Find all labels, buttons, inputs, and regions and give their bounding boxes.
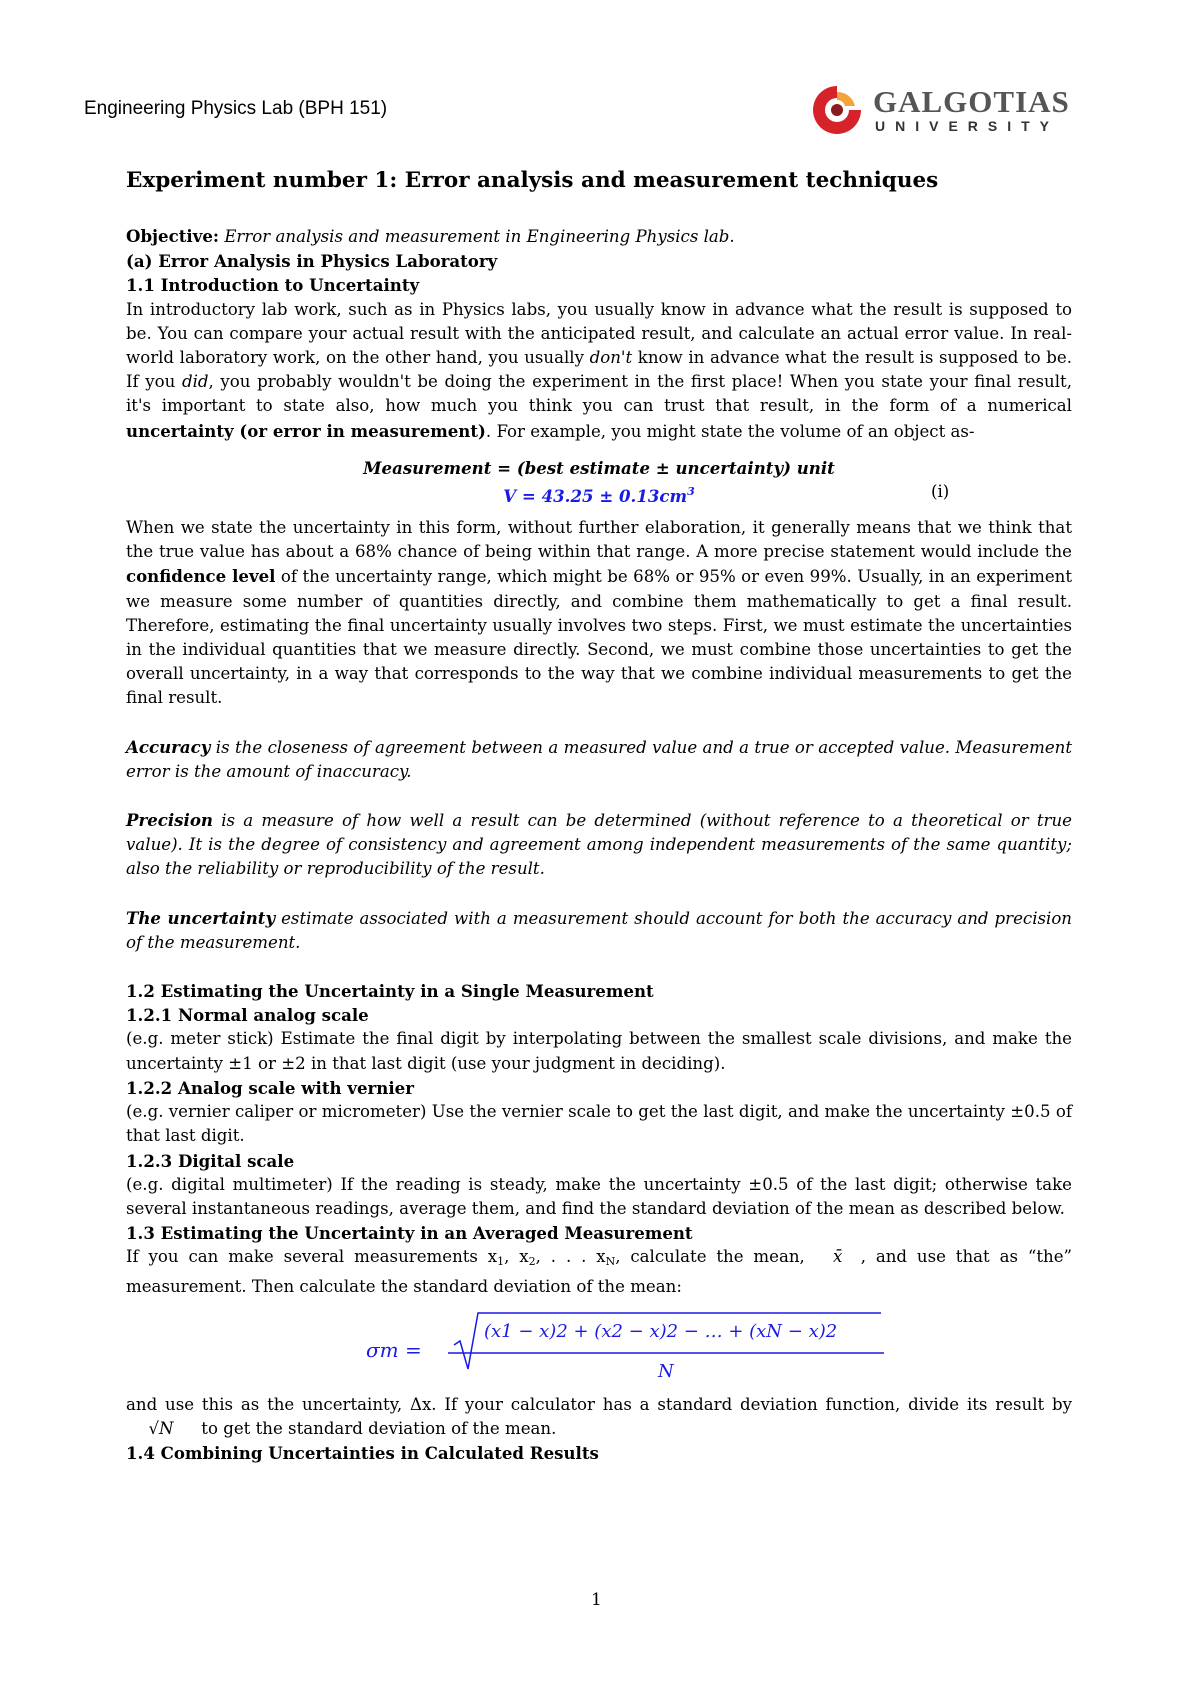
sqrt-n-symbol: √N: [148, 1418, 174, 1438]
mean-text-a: If you can make several measurements x: [126, 1247, 498, 1267]
mean-text-d: , calculate the mean,: [615, 1247, 805, 1267]
intro-bold-uncertainty: uncertainty (or error in measurement): [126, 420, 486, 441]
mean-text-c: , . . . x: [535, 1247, 606, 1267]
section-1-2-2-heading: 1.2.2 Analog scale with vernier: [126, 1077, 414, 1098]
intro-text-b: know in advance what the result is supposed to be. If you: [126, 348, 1072, 392]
intro-text-a: In introductory lab work, such as in Physics labs, you usually know in advance what the result is supposed to be. You can compare your actual result with the anticipated result, and calculate an actual error value. In real-world laboratory work, on the other hand, you usually: [126, 299, 1072, 368]
intro-paragraph: [126, 298, 1072, 444]
page-number: 1: [591, 1590, 602, 1610]
section-1-2-2-text: (e.g. vernier caliper or micrometer) Use the vernier scale to get the last digit, and make the uncertainty ±0.5 of that last digit.: [126, 1102, 1072, 1146]
section-1-3-heading: 1.3 Estimating the Uncertainty in an Averaged Measurement: [126, 1223, 693, 1244]
section-1-2-3-heading: 1.2.3 Digital scale: [126, 1150, 295, 1171]
example-equation-text: V = 43.25 ± 0.13cm: [503, 486, 688, 507]
section-1-2-1-heading: 1.2.1 Normal analog scale: [126, 1005, 369, 1026]
precision-text: is a measure of how well a result can be determined (without reference to a theoretical or true value). It is the degree of consistency and agreement among independent measurements of the same quantity; also the reliability or reproducibility of the result.: [126, 811, 1072, 879]
objective: [126, 224, 1072, 249]
objective-text: Error analysis and measurement in Engineering Physics lab.: [224, 227, 735, 246]
accuracy-term: Accuracy: [126, 736, 211, 757]
section-1-1-heading: 1.1 Introduction to Uncertainty: [126, 275, 420, 296]
section-1-4-heading: 1.4 Combining Uncertainties in Calculated Results: [126, 1443, 599, 1464]
section-1-2-3-text: (e.g. digital multimeter) If the reading is steady, make the uncertainty ±0.5 of the last digit; otherwise take several instantaneous readings, average them, and find the standard deviation of the mean as described below.: [126, 1174, 1072, 1218]
example-equation: [503, 486, 694, 506]
usage-text-b: to get the standard deviation of the mean.: [201, 1418, 557, 1438]
mean-sub-n: N: [605, 1255, 616, 1269]
accuracy-definition: [126, 735, 1072, 784]
mean-sub-2: 2: [528, 1255, 536, 1269]
objective-label: Objective:: [126, 226, 220, 246]
intro-emph-did: did: [181, 372, 209, 392]
confidence-bold: confidence level: [126, 566, 276, 587]
intro-emph-dont: don't: [589, 348, 633, 368]
section-1-3-text: [126, 1245, 1072, 1298]
accuracy-text: is the closeness of agreement between a measured value and a true or accepted value. Measurement error is the amount of inaccuracy.: [126, 737, 1072, 781]
course-header: Engineering Physics Lab (BPH 151): [84, 98, 388, 119]
intro-text-d: . For example, you might state the volume of an object as-: [485, 421, 975, 441]
formula-denominator: N: [658, 1360, 674, 1382]
mean-symbol: x̄: [833, 1247, 843, 1267]
std-dev-formula-graphic: [366, 1309, 886, 1387]
std-dev-formula: [126, 1309, 1072, 1387]
logo-swirl-icon: [805, 80, 869, 138]
uncertainty-usage-text: [126, 1393, 1072, 1441]
mean-sub-1: 1: [497, 1255, 505, 1269]
logo-name: GALGOTIAS: [873, 84, 1070, 119]
precision-term: Precision: [126, 810, 213, 831]
mean-text-b: , x: [504, 1247, 529, 1267]
section-a-heading: (a) Error Analysis in Physics Laboratory: [126, 251, 498, 272]
document-body: [126, 224, 1072, 1465]
section-1-2-heading: 1.2 Estimating the Uncertainty in a Single Measurement: [126, 981, 654, 1002]
page-title: Experiment number 1: Error analysis and measurement techniques: [126, 168, 939, 193]
intro-text-c: , you probably wouldn't be doing the experiment in the first place! When you state your final result, it's important to state also, how much you think you can trust that result, in the form of a numerical: [126, 372, 1072, 416]
uncertainty-term: The uncertainty: [126, 907, 276, 928]
example-equation-line: [126, 480, 1072, 507]
section-1-2-1-text: (e.g. meter stick) Estimate the final digit by interpolating between the smallest scale divisions, and make the uncertainty ±1 or ±2 in that last digit (use your judgment in deciding).: [126, 1029, 1072, 1073]
example-equation-sup: 3: [687, 485, 695, 499]
logo-subtitle: UNIVERSITY: [875, 118, 1060, 134]
precision-definition: [126, 808, 1072, 882]
confidence-paragraph: [126, 516, 1072, 711]
confidence-text-b: of the uncertainty range, which might be 68% or 95% or even 99%. Usually, in an experiment we measure some number of quantities directly, and combine them mathematically to get a final result. Therefore, estimating the final uncertainty usually involves two steps. First, we must estimate the uncertainties in the individual quantities that we measure directly. Second, we must combine those uncertainties to get the overall uncertainty, in a way that corresponds to the way that we combine individual measurements to get the final result.: [126, 567, 1073, 708]
general-equation: Measurement = (best estimate ± uncertainty) unit: [363, 457, 835, 478]
formula-numerator: (x1 − x)2 + (x2 − x)2 − … + (xN − x)2: [484, 1320, 838, 1342]
usage-text-a: and use this as the uncertainty, Δx. If your calculator has a standard deviation function, divide its result by: [126, 1394, 1072, 1414]
university-logo: [805, 80, 1070, 140]
uncertainty-text: estimate associated with a measurement should account for both the accuracy and precision of the measurement.: [126, 908, 1072, 952]
mean-text-e: , and use that as “the” measurement. Then calculate the standard deviation of the mean:: [126, 1247, 1073, 1296]
uncertainty-definition: [126, 906, 1072, 955]
confidence-text-a: When we state the uncertainty in this form, without further elaboration, it generally means that we think that the true value has about a 68% chance of being within that range. A more precise statement would include the: [126, 518, 1072, 562]
formula-lhs: σm =: [366, 1337, 422, 1362]
equation-number: (i): [931, 482, 950, 502]
